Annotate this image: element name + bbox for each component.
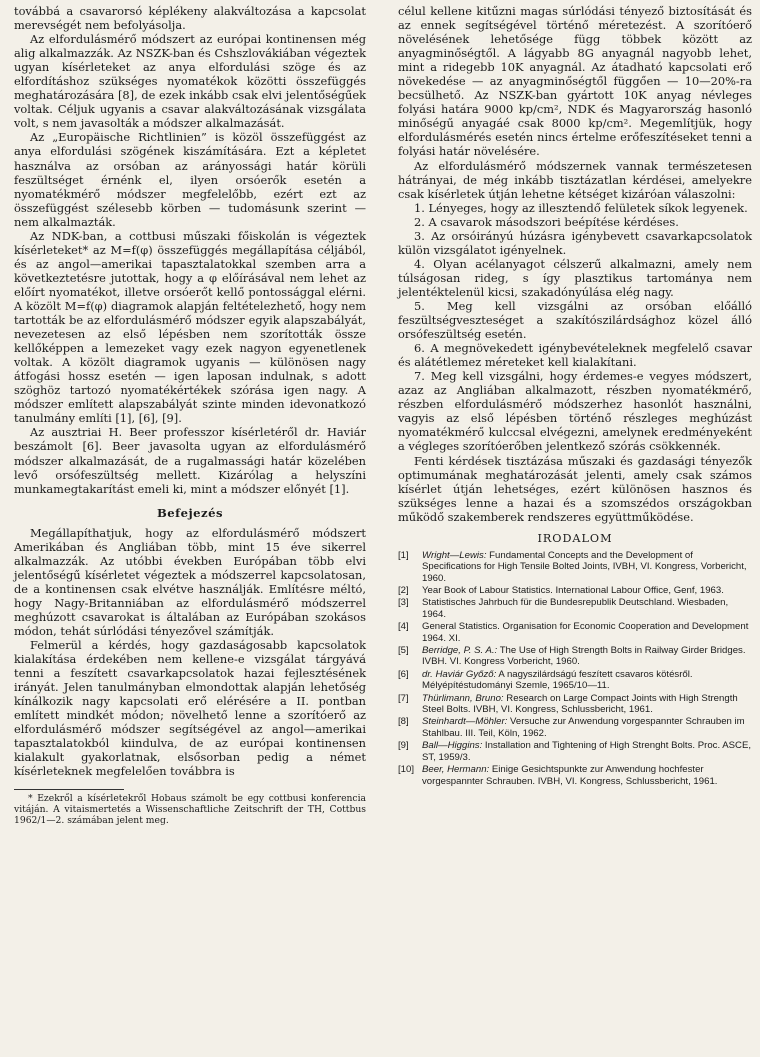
list-item: 6. A megnövekedett igénybevételeknek megfelelő csavar és alátétlemez méreteket kell kialakítani. <box>398 341 752 370</box>
reference-text: Installation and Tightening of High Strenght Bolts. Proc. ASCE, ST, 1959/3. <box>422 740 752 763</box>
reference-author: Wright—Lewis: <box>422 549 487 561</box>
list-item: 4. Olyan acélanyagot célszerű alkalmazni, amely nem túlságosan rideg, s így plasztikus tartománya nem jelentéktelenül kicsi, szakadónyúlása elég nagy. <box>398 256 752 299</box>
reference-item <box>398 716 752 739</box>
reference-number: [6] <box>398 668 409 680</box>
reference-author: Ball—Higgins: <box>422 740 483 752</box>
reference-number: [9] <box>398 740 409 752</box>
body-paragraph: Az NDK-ban, a cottbusi műszaki főiskolán is végeztek kísérleteket* az M=f(φ) összefüggés megállapítása céljából, és az angol—amerikai tapasztalatokkal szemben arra a következtetésre jutottak, hogy a φ előírásával nem lehet az előírt nyomatékot, illetve orsóerőt kellő pontossággal elérni. A közölt M=f(φ) diagramok alapján feltételezhető, hogy nem tartották be az elfordulásmérő módszer egyik alapszabályát, nevezetesen az első lépésben nem szorították össze kellőképpen a lemezeket vagy ezek nagyon egyenetlenek voltak. A közölt diagramok ugyanis — különösen nagy átfogási hossz esetén — igen laposan indulnak, s adott szöghöz tartozó nyomatékértékek szórása igen nagy. A módszer említett alapszabályát szinte minden idevonatkozó tanulmány említi [1], [6], [9]. <box>14 228 366 426</box>
reference-text: Fundamental Concepts and the Development of Specifications for High Tensile Bolted Joints, IVBH, VI. Kongress, Vorbericht, 1960. <box>422 549 747 584</box>
reference-number: [4] <box>398 621 409 633</box>
reference-text: Research on Large Compact Joints with High Strength Steel Bolts. IVBH, VI. Kongress, Schlussbericht, 1961. <box>422 692 738 716</box>
reference-author: Thürlimann, Bruno: <box>422 692 504 704</box>
reference-item <box>398 669 752 692</box>
reference-item <box>398 585 752 596</box>
list-item: 3. Az orsóirányú húzásra igénybevett csavarkapcsolatok külön vizsgálatot igényelnek. <box>398 228 752 257</box>
reference-item <box>398 693 752 716</box>
reference-number: [2] <box>398 585 409 596</box>
reference-text: Statistisches Jahrbuch für die Bundesrepublik Deutschland. Wiesbaden, 1964. <box>422 597 729 620</box>
reference-text: A nagyszilárdságú feszített csavaros kötésről. Mélyépítéstudományi Szemle, 1965/10—11. <box>422 668 693 692</box>
reference-number: [7] <box>398 692 409 704</box>
reference-number: [5] <box>398 645 409 657</box>
reference-text: Versuche zur Anwendung vorgespannter Schrauben im Stahlbau. III. Teil, Köln, 1962. <box>422 716 745 739</box>
right-column <box>398 4 752 788</box>
list-item: 1. Lényeges, hogy az illesztendő felületek síkok legyenek. <box>414 200 748 215</box>
reference-item <box>398 740 752 763</box>
reference-text: Year Book of Labour Statistics. International Labour Office, Genf, 1963. <box>422 585 724 596</box>
list-item: 7. Meg kell vizsgálni, hogy érdemes-e vegyes módszert, azaz az Angliában alkalmazott, részben nyomatékmérő, részben elfordulásmérő módszerhez hasonlót használni, vagyis az első lépésben történő részleges meghúzást nyomatékmérő kulccsal elvégezni, amelynek eredményeként a végleges szorítóerőben jelentkező szórás csökkennék. <box>398 369 752 454</box>
reference-number: [1] <box>398 549 409 561</box>
list-item: 2. A csavarok másodszori beépítése kérdéses. <box>414 214 679 229</box>
reference-number: [10] <box>398 764 415 776</box>
reference-text: Einige Gesichtspunkte zur Anwendung hochfester vorgespannter Schrauben. IVBH, VI. Kongress, Schlussbericht, 1961. <box>422 764 718 787</box>
references-title: IRODALOM <box>537 531 613 545</box>
reference-text: General Statistics. Organisation for Economic Cooperation and Development 1964. XI. <box>422 621 749 644</box>
reference-text: The Use of High Strength Bolts in Railway Girder Bridges. IVBH. VI. Kongress Vorbericht, 1960. <box>422 645 746 668</box>
body-paragraph: Az ausztriai H. Beer professzor kísérletéről dr. Haviár beszámolt [6]. Beer javasolta ugyan az elfordulásmérő módszer alkalmazását, de a rugalmassági határ közelében levő orsófeszültség mellett. Kizárólag a helyszíni munkamegtakarítást emeli ki, mint a módszer előnyét [1]. <box>14 425 366 496</box>
conclusion-paragraph: Megállapíthatjuk, hogy az elfordulásmérő módszert Amerikában és Angliában több, mint 15 éve sikerrel alkalmazzák. Az utóbbi években Európában több elvi jelentőségű kísérletet végeztek a módszerrel kapcsolatosan, de a kontinensen csak elvétve használják. Említésre méltó, hogy Nagy-Britanniában az elfordulásmérő módszerrel meghúzott csavarokat is általában az Európában szokásos módon, tehát súrlódási tényezővel számítják. <box>14 525 366 639</box>
reference-number: [8] <box>398 716 409 728</box>
body-paragraph: Az „Europäische Richtlinien” is közöl összefüggést az anya elfordulási szögének kiszámítására. Ezt a képletet használva az orsóban az arányossági határ körüli feszültséget érnénk el, ilyen orsóerők esetén a nyomatékmérő módszer megfelelőbb, ezért ezt az összefüggést szélesebb körben — tudomásunk szerint — nem alkalmazták. <box>14 130 366 229</box>
reference-item <box>398 597 752 620</box>
reference-number: [3] <box>398 597 409 609</box>
list-item: 5. Meg kell vizsgálni az orsóban előálló feszültségveszteséget a szakítószilárdsághoz közel álló orsófeszültség esetén. <box>398 298 752 342</box>
body-paragraph: Az elfordulásmérő módszernek vannak természetesen hátrányai, de még inkább tisztázatlan kérdései, amelyekre csak kísérletek útján lehetne kétséget kizáróan válaszolni: <box>398 158 752 201</box>
body-paragraph: célul kellene kitűzni magas súrlódási tényező biztosítását és az ennek segítségével történő méretezést. A szorítóerő növelésének lehetősége függ többek között az anyagminőségtől. A lágyabb 8G anyagnál nagyobb lehet, mint a ridegebb 10K anyagnál. Az átadható kapcsolati erő növekedése — az anyagminőségtől függően — 10—20%-ra becsülhető. Az NSZK-ban gyártott 10K anyag névleges folyási határa 9000 kp/cm², NDK és Magyarország hasonló minőségű anyagáé csak 8000 kp/cm². Megemlítjük, hogy elfordulásmérés esetén nincs értelme erőfeszítéseket tenni a folyási határ növelésére. <box>398 4 752 159</box>
reference-author: Steinhardt—Möhler: <box>422 716 508 728</box>
conclusion-paragraph: Felmerül a kérdés, hogy gazdaságosabb kapcsolatok kialakítása érdekében nem kellene-e vizsgálat tárgyává tenni a feszített csavarkapcsolatok hazai fejlesztésének irányát. Jelen tanulmányban elmondottak alapján lehetőség kínálkozik nagy kapcsolati erő elérésére a II. pontban említett mindkét módon; növelhető lenne a szorítóerő az elfordulásmérő módszer segítségével az angol—amerikai tapasztalatokból kiindulva, de az európai kontinensen kialakult gyakorlatnak, elsősorban pedig a német kísérleteknek megfelelően továbbra is <box>14 638 366 779</box>
reference-list <box>398 550 752 787</box>
reference-author: Berridge, P. S. A.: <box>422 645 498 657</box>
reference-item <box>398 550 752 584</box>
reference-item <box>398 621 752 644</box>
reference-item <box>398 645 752 668</box>
reference-item <box>398 764 752 787</box>
footnote-divider <box>14 789 124 790</box>
left-column <box>14 4 366 827</box>
section-heading: Befejezés <box>156 505 224 520</box>
footnote: * Ezekről a kísérletekről Hobaus számolt be egy cottbusi konferencia vitáján. A vitaismertetés a Wissenschaftliche Zeitschrift der TH, Cottbus 1962/1—2. számában jelent meg. <box>14 792 366 827</box>
body-paragraph: Az elfordulásmérő módszert az európai kontinensen még alig alkalmazzák. Az NSZK-ban és Cshszlovákiában végeztek ugyan kísérleteket az anya elfordulási szöge és az elfordításhoz szükséges nyomatékok közötti összefüggés meghatározására [8], de ezek inkább csak elvi jelentőségűek voltak. Céljuk ugyanis a csavar alakváltozásának vizsgálata volt, s nem javasolták a módszer alkalmazását. <box>14 32 366 131</box>
reference-author: Beer, Hermann: <box>422 764 490 776</box>
closing-paragraph: Fenti kérdések tisztázása műszaki és gazdasági tényezők optimumának meghatározását jelenti, amely csak számos kísérlet útján lehetséges, ezért különösen hasznos és szükséges lenne a hazai és a szomszédos országokban működő szakemberek rendszeres együttműködése. <box>398 453 752 524</box>
reference-author: dr. Haviár Győző: <box>422 668 497 680</box>
body-paragraph: továbbá a csavarorsó képlékeny alakváltozása a kapcsolat merevségét nem befolyásolja. <box>14 4 366 33</box>
